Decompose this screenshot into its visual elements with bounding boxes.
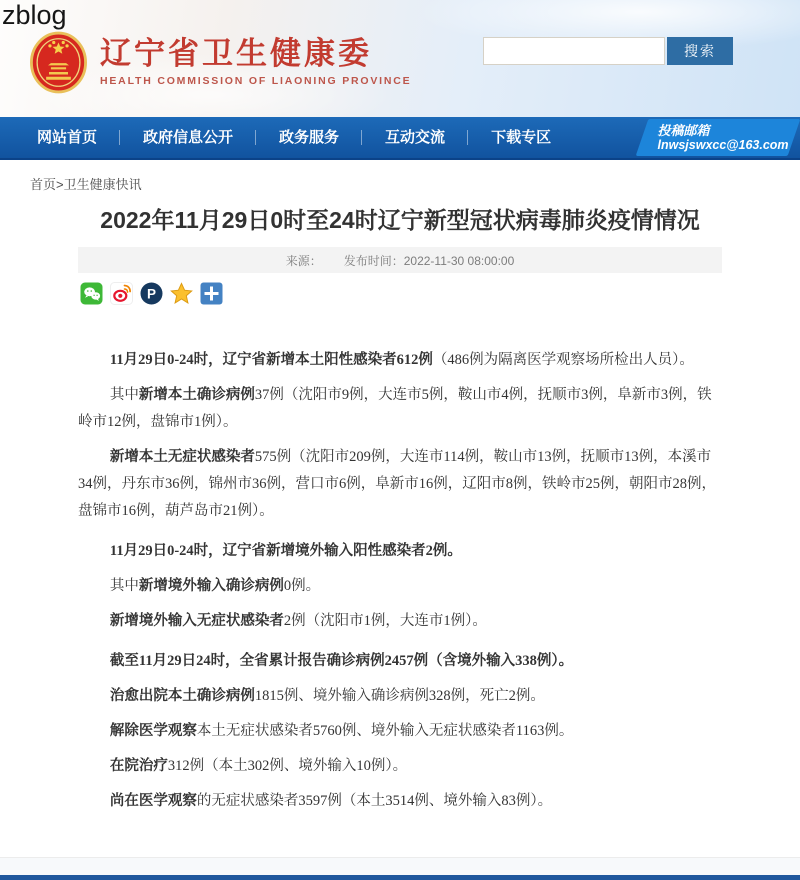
more-share-icon[interactable] — [200, 282, 223, 305]
page-footer — [0, 857, 800, 880]
masthead — [0, 0, 800, 117]
article-paragraph: 尚在医学观察的无症状感染者3597例（本土3514例、境外输入83例）。 — [109, 793, 553, 809]
article-paragraph: 11月29日0-24时，辽宁省新增本土阳性感染者612例（486例为隔离医学观察场所检出人员）。 — [109, 352, 694, 368]
publish-time-label: 发布时间： — [343, 253, 404, 268]
national-emblem-icon — [30, 31, 87, 94]
breadcrumb[interactable]: 首页>卫生健康快讯 — [30, 177, 142, 192]
mailbox-label: 投稿邮箱 — [657, 123, 710, 138]
nav-item-5[interactable]: 下载专区 — [491, 129, 552, 146]
article-paragraph: 解除医学观察本土无症状感染者5760例、境外输入无症状感染者1163例。 — [109, 723, 574, 739]
nav-item-2[interactable]: 政府信息公开 — [120, 117, 256, 158]
article-paragraph: 其中新增境外输入确诊病例0例。 — [109, 578, 321, 594]
nav-item-4[interactable]: 互动交流 — [362, 117, 468, 158]
share-toolbar — [78, 282, 722, 305]
nav-item-1[interactable]: 网站首页 — [14, 117, 120, 158]
site-logo-link[interactable] — [30, 31, 411, 94]
main-nav — [0, 117, 800, 160]
search-button[interactable]: 搜索 — [667, 37, 733, 65]
article-title: 2022年11月29日0时至24时辽宁新型冠状病毒肺炎疫情情况 — [100, 207, 700, 233]
search-bar — [483, 37, 733, 65]
article-body — [78, 347, 722, 815]
article-meta-bar — [78, 247, 722, 273]
wechat-share-icon[interactable] — [80, 282, 103, 305]
zblog-watermark: zblog — [2, 0, 67, 30]
article-paragraph: 截至11月29日24时，全省累计报告确诊病例2457例（含境外输入338例）。 — [109, 653, 574, 669]
mailbox-address: lnwsjswxcc@163.com — [657, 138, 789, 152]
svg-text:P: P — [146, 286, 157, 302]
site-subtitle: HEALTH COMMISSION OF LIAONING PROVINCE — [100, 75, 412, 87]
article-paragraph: 11月29日0-24时，辽宁省新增境外输入阳性感染者2例。 — [109, 543, 462, 559]
article-paragraph: 新增境外输入无症状感染者2例（沈阳市1例，大连市1例）。 — [109, 613, 487, 629]
article-paragraph: 其中新增本土确诊病例37例（沈阳市9例，大连市5例，鞍山市4例，抚顺市3例，阜新市3例，铁岭市12例，盘锦市1例）。 — [78, 387, 712, 430]
footer-strip — [0, 857, 800, 875]
article-paragraph: 在院治疗312例（本土302例、境外输入10例）。 — [109, 758, 408, 774]
site-title: 辽宁省卫生健康委 — [100, 36, 372, 71]
qzone-star-share-icon[interactable] — [170, 282, 193, 305]
publish-time-value: 2022-11-30 08:00:00 — [403, 253, 515, 268]
submission-mailbox-badge — [636, 119, 800, 156]
article-paragraph: 新增本土无症状感染者575例（沈阳市209例，大连市114例，鞍山市13例，抚顺市13例，本溪市34例，丹东市36例，锦州市36例，营口市6例，阜新市16例，辽阳市8例，铁岭市25例，朝阳市28例，盘锦市16例，葫芦岛市21例）。 — [78, 449, 716, 519]
pengyou-share-icon[interactable] — [140, 282, 163, 305]
source-label: 来源： — [285, 253, 322, 268]
weibo-share-icon[interactable] — [110, 282, 133, 305]
nav-item-3[interactable]: 政务服务 — [256, 117, 362, 158]
article-paragraph: 治愈出院本土确诊病例1815例、境外输入确诊病例328例，死亡2例。 — [109, 688, 545, 704]
article — [78, 205, 722, 815]
footer-blue-bar — [0, 875, 800, 880]
search-input[interactable] — [483, 37, 665, 65]
